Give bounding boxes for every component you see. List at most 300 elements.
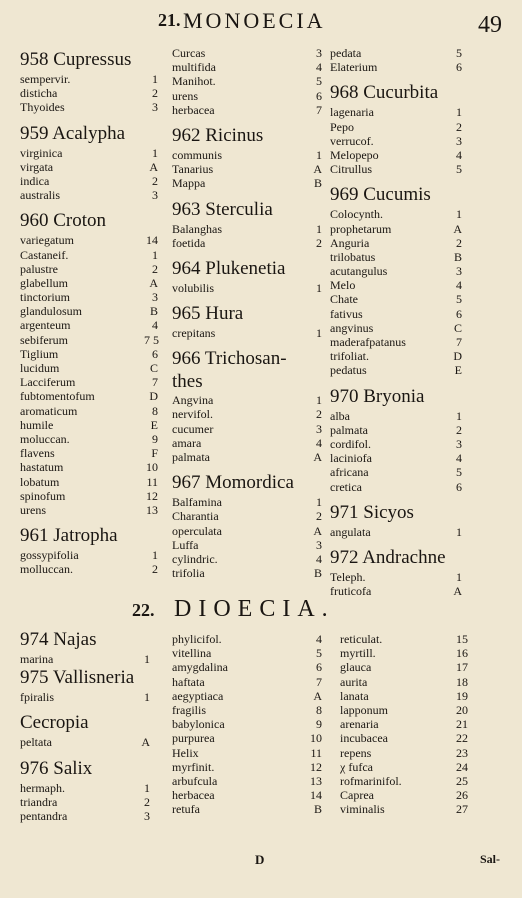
species-name: lagenaria — [330, 105, 374, 120]
species-entry — [20, 432, 158, 446]
species-code: 1 — [152, 72, 158, 86]
species-entry — [172, 632, 322, 646]
species-code: 23 — [456, 745, 468, 760]
species-entry — [20, 389, 158, 403]
species-name: lapponum — [340, 702, 388, 717]
dioecia-column-3 — [340, 632, 468, 816]
species-entry — [172, 281, 322, 295]
species-name: crepitans — [172, 326, 216, 341]
species-name: Mappa — [172, 176, 206, 191]
species-entry — [172, 689, 322, 703]
species-name: Anguria — [330, 235, 370, 250]
species-code: 2 — [152, 562, 158, 577]
species-entry — [172, 802, 322, 816]
species-entry — [330, 148, 462, 162]
species-name: argenteum — [20, 318, 71, 333]
species-name: disticha — [20, 86, 58, 101]
species-code: 1 — [456, 524, 462, 539]
species-entry — [172, 74, 322, 88]
species-entry — [20, 418, 158, 432]
species-name: Melo — [330, 278, 356, 293]
species-entry — [330, 409, 462, 423]
species-entry — [172, 760, 322, 774]
genus-heading: 969 Cucumis — [330, 184, 431, 206]
monoecia-column-2 — [172, 46, 322, 580]
species-entry — [172, 222, 322, 236]
spacer — [330, 494, 462, 501]
species-entry — [340, 689, 468, 703]
species-code: 7 — [456, 335, 462, 349]
species-entry — [20, 735, 150, 749]
species-code: 20 — [456, 702, 468, 717]
species-name: fragilis — [172, 702, 206, 717]
genus-heading: 975 Vallisneria — [20, 667, 135, 689]
genus-heading: 976 Salix — [20, 757, 93, 779]
species-name: communis — [172, 147, 222, 162]
species-code: 4 — [316, 632, 322, 646]
species-entry — [330, 321, 462, 335]
species-name: trifoliat. — [330, 349, 369, 364]
species-entry — [172, 746, 322, 760]
species-code: 9 — [152, 431, 158, 446]
species-entry — [172, 566, 322, 580]
species-entry — [330, 525, 462, 539]
class-title: MONOECIA — [183, 8, 326, 33]
species-name: palustre — [20, 261, 58, 276]
species-entry — [20, 690, 150, 704]
species-entry — [172, 660, 322, 674]
species-entry — [172, 422, 322, 436]
species-name: Chate — [330, 292, 358, 307]
species-code: C — [453, 320, 462, 335]
species-code: 2 — [152, 173, 158, 188]
species-name: africana — [330, 465, 369, 480]
species-entry — [20, 375, 158, 389]
species-code: 5 — [316, 74, 322, 89]
spacer — [330, 539, 462, 546]
species-code: 5 — [456, 46, 462, 60]
species-entry — [20, 809, 150, 823]
species-name: hastatum — [20, 460, 64, 475]
species-name: Caprea — [340, 788, 374, 803]
species-name: arenaria — [340, 717, 379, 732]
species-code: 1 — [456, 408, 462, 423]
species-name: acutangulus — [330, 264, 388, 279]
species-code: C — [149, 361, 158, 375]
species-entry — [20, 304, 158, 318]
species-code: 9 — [316, 717, 322, 732]
species-name: prophetarum — [330, 221, 392, 236]
species-entry — [20, 262, 158, 276]
species-name: pedatus — [330, 363, 367, 378]
species-name: cretica — [330, 479, 362, 494]
monoecia-column-1 — [20, 48, 158, 576]
species-entry — [330, 349, 462, 363]
species-code: 3 — [456, 264, 462, 279]
species-code: 12 — [310, 759, 322, 774]
species-name: Elaterium — [330, 60, 378, 75]
species-entry — [20, 781, 150, 795]
species-entry — [172, 538, 322, 552]
species-name: triandra — [20, 794, 58, 809]
species-entry — [172, 646, 322, 660]
species-name: angvinus — [330, 320, 374, 335]
species-name: flavens — [20, 446, 55, 461]
genus-heading: 958 Cupressus — [20, 49, 132, 70]
species-code: 5 — [456, 292, 462, 307]
species-code: 18 — [456, 674, 468, 689]
species-code: 14 — [146, 233, 158, 248]
species-name: Balanghas — [172, 221, 222, 236]
species-entry — [20, 475, 158, 489]
species-name: spinofum — [20, 488, 66, 503]
species-entry — [172, 509, 322, 523]
species-code: 2 — [152, 261, 158, 276]
species-name: Colocynth. — [330, 207, 383, 222]
genus-heading: 961 Jatropha — [20, 525, 118, 547]
species-code: D — [453, 349, 462, 364]
species-name: volubilis — [172, 280, 215, 295]
species-name: myrtill. — [340, 646, 376, 661]
species-name: molluccan. — [20, 562, 73, 577]
spacer — [20, 704, 150, 711]
species-entry — [340, 802, 468, 816]
species-name: cordifol. — [330, 436, 371, 451]
page-number: 49 — [478, 12, 502, 38]
species-code: 8 — [316, 702, 322, 717]
species-code: B — [313, 566, 322, 581]
species-code: 2 — [316, 407, 322, 422]
genus-heading: 967 Momordica — [172, 472, 294, 494]
species-entry — [20, 276, 158, 290]
species-name: rofmarinifol. — [340, 773, 402, 788]
species-entry — [330, 570, 462, 584]
species-code: 2 — [456, 119, 462, 134]
species-entry — [172, 552, 322, 566]
species-entry — [20, 361, 158, 375]
species-entry — [20, 446, 158, 460]
species-entry — [340, 774, 468, 788]
species-name: Curcas — [172, 46, 206, 60]
species-code: 8 — [152, 403, 158, 418]
species-entry — [330, 120, 462, 134]
spacer — [20, 202, 158, 209]
species-entry — [20, 72, 158, 86]
species-code: A — [313, 688, 322, 703]
species-code: 12 — [146, 488, 158, 503]
species-code: 1 — [316, 495, 322, 510]
species-entry — [172, 407, 322, 421]
species-name: Manihot. — [172, 74, 216, 89]
species-code: A — [313, 523, 322, 538]
species-code: 10 — [146, 460, 158, 475]
species-entry — [20, 795, 150, 809]
species-code: 4 — [456, 278, 462, 293]
species-name: sebiferum — [20, 332, 68, 347]
section-header — [0, 596, 522, 626]
species-entry — [340, 788, 468, 802]
species-code: B — [453, 249, 462, 264]
genus-heading: 966 Trichosan- — [172, 348, 287, 370]
species-code: 15 — [456, 632, 468, 646]
species-code: D — [149, 389, 158, 404]
species-code: 2 — [316, 235, 322, 250]
species-code: 3 — [152, 100, 158, 115]
dioecia-column-1 — [20, 628, 150, 823]
genus-heading: 972 Andrachne — [330, 546, 446, 568]
species-entry — [330, 236, 462, 250]
spacer — [172, 295, 322, 302]
species-code: 21 — [456, 717, 468, 732]
species-entry — [172, 89, 322, 103]
species-code: B — [313, 176, 322, 191]
species-name: lucidum — [20, 361, 60, 375]
species-name: fpiralis — [20, 690, 54, 705]
species-entry — [340, 632, 468, 646]
species-code: 2 — [144, 794, 150, 809]
species-name: arbufcula — [172, 773, 218, 788]
species-code: 4 — [316, 551, 322, 566]
species-name: moluccan. — [20, 431, 70, 446]
species-entry — [330, 222, 462, 236]
species-code: 7 — [152, 375, 158, 390]
species-entry — [172, 236, 322, 250]
species-name: Tiglium — [20, 346, 59, 361]
species-code: 13 — [146, 502, 158, 517]
species-entry — [20, 404, 158, 418]
species-code: F — [151, 446, 158, 461]
spacer — [172, 340, 322, 347]
species-code: A — [149, 159, 158, 174]
genus-heading: 962 Ricinus — [172, 124, 264, 146]
species-code: 4 — [316, 435, 322, 450]
species-name: aromaticum — [20, 403, 78, 418]
species-code: 10 — [310, 731, 322, 746]
species-name: Castaneif. — [20, 247, 69, 262]
species-code: 3 — [144, 808, 150, 823]
monoecia-column-3 — [330, 46, 462, 598]
species-entry — [330, 292, 462, 306]
species-code: 6 — [456, 306, 462, 321]
species-code: 6 — [316, 660, 322, 675]
species-entry — [20, 503, 158, 517]
spacer — [172, 117, 322, 124]
species-entry — [172, 162, 322, 176]
species-name: lanata — [340, 688, 369, 703]
species-entry — [330, 451, 462, 465]
species-code: 4 — [456, 147, 462, 162]
species-name: australis — [20, 188, 60, 203]
species-name: amara — [172, 435, 202, 450]
species-name: palmata — [330, 422, 368, 437]
species-entry — [330, 278, 462, 292]
species-code: 6 — [456, 479, 462, 494]
species-name: virginica — [20, 145, 63, 160]
species-name: virgata — [20, 159, 54, 174]
species-entry — [20, 188, 158, 202]
class-number: 22. — [132, 600, 155, 620]
species-code: 16 — [456, 646, 468, 661]
species-code: 3 — [456, 436, 462, 451]
species-entry — [330, 335, 462, 349]
species-name: repens — [340, 745, 372, 760]
species-name: urens — [20, 502, 46, 517]
species-entry — [20, 248, 158, 262]
species-code: 5 — [316, 646, 322, 661]
species-code: 1 — [152, 145, 158, 160]
species-name: alba — [330, 408, 350, 423]
species-entry — [172, 176, 322, 190]
species-code: 22 — [456, 731, 468, 746]
species-entry — [340, 660, 468, 674]
species-entry — [172, 436, 322, 450]
species-name: trilobatus — [330, 249, 376, 264]
species-code: 6 — [152, 346, 158, 361]
species-code: 2 — [456, 422, 462, 437]
class-number: 21. — [158, 10, 181, 30]
species-entry — [172, 393, 322, 407]
species-code: 6 — [456, 60, 462, 75]
species-code: 3 — [316, 421, 322, 436]
species-entry — [20, 233, 158, 247]
species-name: indica — [20, 173, 50, 188]
species-name: pedata — [330, 46, 362, 60]
species-entry — [20, 318, 158, 332]
species-name: peltata — [20, 735, 52, 750]
species-entry — [172, 703, 322, 717]
species-code: 27 — [456, 802, 468, 817]
species-entry — [330, 423, 462, 437]
species-entry — [330, 363, 462, 377]
genus-heading: 960 Croton — [20, 210, 107, 232]
species-code: 1 — [316, 393, 322, 408]
species-name: verrucof. — [330, 133, 374, 148]
species-entry — [20, 100, 158, 114]
species-code: E — [454, 363, 462, 378]
species-entry — [340, 731, 468, 745]
species-entry — [172, 788, 322, 802]
species-code: 2 — [456, 235, 462, 250]
species-entry — [20, 347, 158, 361]
spacer — [172, 464, 322, 471]
species-entry — [340, 717, 468, 731]
species-code: 1 — [144, 652, 150, 666]
species-entry — [172, 731, 322, 745]
species-code: A — [313, 162, 322, 177]
species-name: Citrullus — [330, 162, 373, 177]
species-name: cucumer — [172, 421, 214, 436]
species-code: 1 — [152, 548, 158, 563]
genus-heading: 971 Sicyos — [330, 501, 414, 523]
species-code: 4 — [456, 451, 462, 466]
species-entry — [340, 703, 468, 717]
species-name: purpurea — [172, 731, 215, 746]
species-name: glandulosum — [20, 304, 82, 319]
species-name: Melopepo — [330, 147, 379, 162]
species-code: 4 — [316, 60, 322, 75]
genus-heading: thes — [172, 371, 203, 393]
species-entry — [172, 717, 322, 731]
species-code: 1 — [456, 207, 462, 222]
species-name: Helix — [172, 745, 199, 760]
species-name: fruticofa — [330, 584, 372, 599]
species-name: Tanarius — [172, 162, 214, 177]
species-code: 2 — [316, 509, 322, 524]
species-entry — [330, 307, 462, 321]
species-entry — [340, 646, 468, 660]
species-code: A — [453, 584, 462, 599]
species-name: nervifol. — [172, 407, 213, 422]
species-entry — [172, 103, 322, 117]
species-name: Luffa — [172, 537, 199, 552]
species-code: 1 — [316, 147, 322, 162]
species-entry — [20, 160, 158, 174]
species-code: 1 — [456, 569, 462, 584]
genus-heading: 959 Acalypha — [20, 122, 126, 144]
species-entry — [20, 146, 158, 160]
species-code: A — [453, 221, 462, 236]
species-name: palmata — [172, 450, 210, 464]
spacer — [20, 517, 158, 524]
species-entry — [20, 489, 158, 503]
species-name: maderafpatanus — [330, 335, 406, 349]
species-entry — [20, 562, 158, 576]
species-name: hermaph. — [20, 780, 65, 795]
species-name: vitellina — [172, 646, 212, 661]
genus-heading: Cecropia — [20, 712, 89, 734]
species-code: 3 — [152, 290, 158, 305]
species-name: glauca — [340, 660, 372, 675]
species-entry — [20, 548, 158, 562]
species-entry — [330, 134, 462, 148]
spacer — [20, 750, 150, 757]
species-name: tinctorium — [20, 290, 70, 305]
species-code: 25 — [456, 773, 468, 788]
species-entry — [20, 652, 150, 666]
species-entry — [20, 290, 158, 304]
spacer — [172, 250, 322, 257]
species-code: 5 — [456, 465, 462, 480]
species-name: myrfinit. — [172, 759, 215, 774]
dioecia-column-2 — [172, 632, 322, 816]
species-code: E — [150, 417, 158, 432]
species-entry — [172, 60, 322, 74]
species-entry — [340, 675, 468, 689]
species-entry — [172, 675, 322, 689]
catchword: Sal- — [480, 852, 501, 866]
species-name: laciniofa — [330, 451, 372, 466]
genus-heading: 964 Plukenetia — [172, 257, 286, 279]
species-code: 1 — [152, 247, 158, 262]
species-name: herbacea — [172, 102, 215, 117]
species-name: operculata — [172, 523, 222, 538]
species-entry — [330, 105, 462, 119]
species-name: retufa — [172, 802, 200, 817]
species-name: babylonica — [172, 717, 225, 732]
species-code: 3 — [316, 46, 322, 60]
species-entry — [330, 250, 462, 264]
species-entry — [20, 460, 158, 474]
species-name: foetida — [172, 235, 206, 250]
genus-heading: 965 Hura — [172, 303, 244, 325]
species-entry — [20, 174, 158, 188]
species-name: sempervir. — [20, 72, 71, 86]
species-entry — [340, 760, 468, 774]
species-name: Charantia — [172, 509, 219, 524]
species-code: 3 — [152, 188, 158, 203]
spacer — [172, 191, 322, 198]
species-name: Balfamina — [172, 495, 222, 510]
